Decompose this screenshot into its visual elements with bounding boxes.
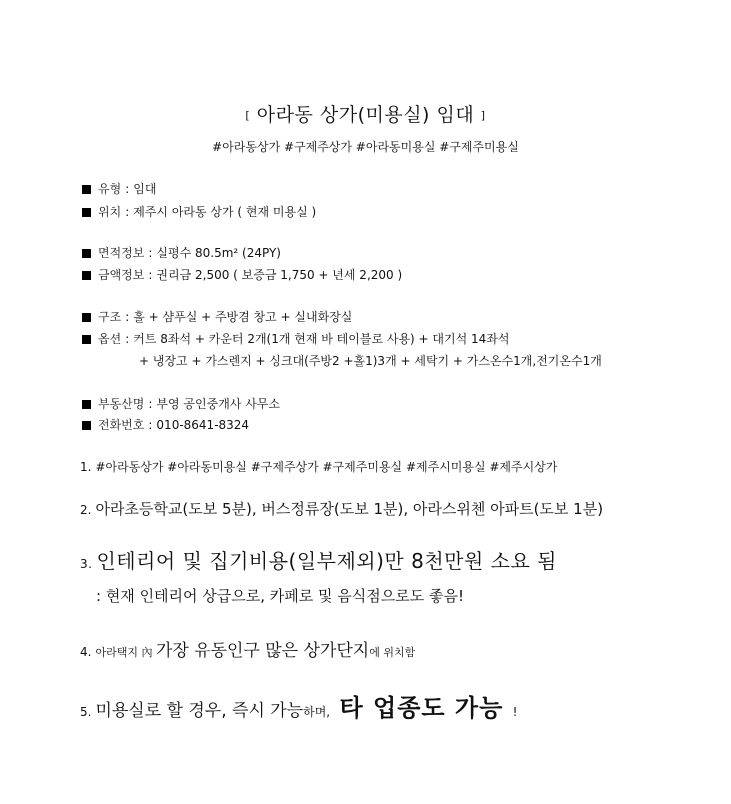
info-value: 커트 8좌석 + 카운터 2개(1개 현재 바 테이블로 사용) + 대기석 14좌석 (133, 332, 510, 346)
point-5 (80, 688, 517, 723)
point-text: 아라초등학교(도보 5분), 버스정류장(도보 1분), 아라스위첸 아파트(도보 1분) (95, 500, 604, 518)
title-bracket-open: [ (245, 109, 251, 122)
point-text: 인테리어 및 집기비용(일부제외)만 8천만원 소요 됨 (96, 549, 557, 573)
info-key: 위치 (98, 205, 122, 219)
info-price: 금액정보 : 권리금 2,500 ( 보증금 1,750 + 년세 2,200 ) (82, 266, 402, 283)
point-1 (80, 458, 557, 475)
point-highlight: 가장 유동인구 많은 상가단지 (155, 641, 370, 661)
info-key: 구조 (98, 310, 122, 324)
title-bracket-close: ] (480, 109, 486, 122)
title-text: 아라동 상가(미용실) 임대 (256, 104, 475, 126)
point-number: 3. (80, 557, 93, 571)
info-location: 위치 : 제주시 아라동 상가 ( 현재 미용실 ) (82, 203, 316, 220)
bullet-square-icon (82, 208, 91, 217)
info-key: 금액정보 (98, 268, 145, 282)
info-options-continued: + 냉장고 + 가스렌지 + 싱크대(주방2 +홀1)3개 + 세탁기 + 가스온수1개,전기온수1개 (139, 354, 602, 368)
info-structure: 구조 : 홀 + 샴푸실 + 주방겸 창고 + 실내화장실 (82, 308, 352, 325)
info-value: 010-8641-8324 (156, 418, 250, 432)
page-title (0, 100, 731, 127)
point-pre: 아라택지 內 (95, 646, 156, 659)
point-2 (80, 498, 603, 519)
point-exclamation: ! (512, 705, 518, 719)
info-options: 옵션 : 커트 8좌석 + 카운터 2개(1개 현재 바 테이블로 사용) + 대기석 14좌석 (82, 330, 509, 347)
point-number: 4. (80, 645, 92, 659)
bullet-square-icon (82, 313, 91, 322)
info-value: 홀 + 샴푸실 + 주방겸 창고 + 실내화장실 (133, 310, 353, 324)
bullet-square-icon (82, 185, 91, 194)
info-agency: 부동산명 : 부영 공인중개사 사무소 (82, 395, 280, 412)
point-post: 에 위치함 (369, 646, 416, 659)
point-3 (80, 545, 557, 574)
point-number: 5. (80, 705, 92, 719)
info-key: 전화번호 (98, 418, 145, 432)
info-phone: 전화번호 : 010-8641-8324 (82, 416, 249, 433)
point-number: 2. (80, 503, 92, 517)
point-4 (80, 636, 415, 661)
bullet-square-icon (82, 335, 91, 344)
info-key: 부동산명 (98, 397, 145, 411)
info-value: 임대 (133, 182, 157, 196)
info-value: 부영 공인중개사 사무소 (156, 397, 280, 411)
point-3-subtext: : 현재 인테리어 상급으로, 카페로 및 음식점으로도 좋음! (96, 587, 464, 605)
info-value: 실평수 80.5m² (24PY) (156, 246, 281, 260)
point-text: 미용실로 할 경우, 즉시 가능 (95, 701, 304, 721)
info-type: 유형 : 임대 (82, 180, 156, 197)
bullet-square-icon (82, 271, 91, 280)
info-key: 옵션 (98, 332, 122, 346)
info-value: 제주시 아라동 상가 ( 현재 미용실 ) (133, 205, 317, 219)
info-key: 면적정보 (98, 246, 145, 260)
bullet-square-icon (82, 249, 91, 258)
bullet-square-icon (82, 421, 91, 430)
info-key: 유형 (98, 182, 122, 196)
point-highlight: 타 업종도 가능 (330, 694, 513, 722)
bullet-square-icon (82, 400, 91, 409)
info-value: 권리금 2,500 ( 보증금 1,750 + 년세 2,200 ) (156, 268, 403, 282)
point-number: 1. (80, 460, 92, 474)
hashtags: #아라동상가 #구제주상가 #아라동미용실 #구제주미용실 (212, 140, 519, 154)
info-area: 면적정보 : 실평수 80.5m² (24PY) (82, 244, 281, 261)
point-text: #아라동상가 #아라동미용실 #구제주상가 #구제주미용실 #제주시미용실 #제주시상가 (95, 460, 558, 474)
point-text-small: 하며, (303, 705, 331, 719)
